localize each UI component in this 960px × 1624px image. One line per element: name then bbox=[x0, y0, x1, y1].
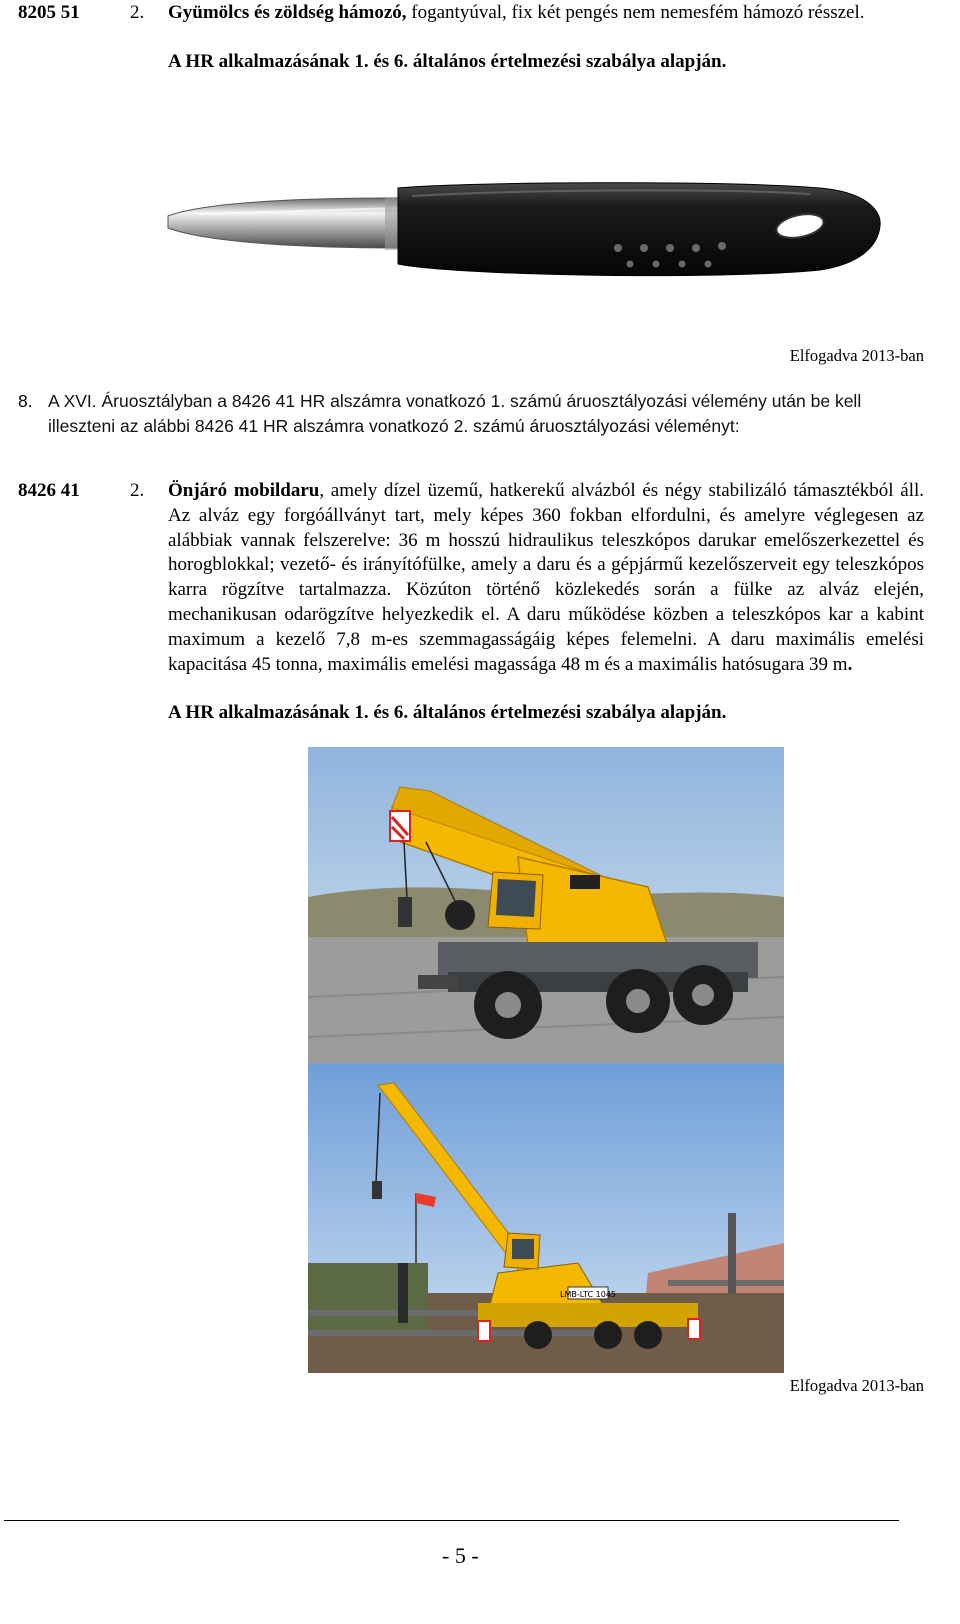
entry2-number: 2. bbox=[130, 480, 145, 501]
entry1-basis: A HR alkalmazásának 1. és 6. általános értelmezési szabálya alapján. bbox=[168, 51, 727, 72]
section8-number: 8. bbox=[18, 391, 33, 411]
entry2-accepted: Elfogadva 2013-ban bbox=[789, 1376, 924, 1395]
section8-text: A XVI. Áruosztályban a 8426 41 HR alszámra vonatkozó 1. számú áruosztályozási vélemény után be kell illeszteni az alábbi 8426 41 HR alszámra vonatkozó 2. számú áruosztályozási véleményt: bbox=[48, 391, 862, 436]
entry1-title-rest: fogantyúval, fix két pengés nem nemesfém hámozó résszel. bbox=[406, 2, 865, 23]
crane-plate: LMB-LTC 1045 bbox=[560, 1290, 616, 1299]
entry1-code: 8205 51 bbox=[18, 2, 80, 23]
entry2-title: Önjáró mobildaru bbox=[168, 480, 320, 501]
entry1-description bbox=[168, 1, 924, 26]
crane-photo-front bbox=[308, 747, 784, 1063]
page-number: - 5 - bbox=[442, 1543, 479, 1568]
entry1-accepted: Elfogadva 2013-ban bbox=[789, 346, 924, 365]
entry2-period: . bbox=[847, 653, 853, 675]
entry2-basis: A HR alkalmazásának 1. és 6. általános értelmezési szabálya alapján. bbox=[168, 702, 727, 723]
entry1-title: Gyümölcs és zöldség hámozó, bbox=[168, 2, 407, 23]
peeler-image bbox=[160, 168, 890, 298]
entry2-code: 8426 41 bbox=[18, 480, 80, 501]
entry1-number: 2. bbox=[130, 2, 145, 23]
footer-divider bbox=[4, 1520, 899, 1521]
entry2-body: , amely dízel üzemű, hatkerekű alvázból és négy stabilizáló támasztékból áll. Az alváz egy forgóállványt tart, mely képes 360 fokban elfordulni, és amelyre véglegesen az alábbiak vannak felszerelve: 36 m hosszú hidraulikus teleszkópos darukar emelőszerkezettel és horogblokkal; vezető- és irányítófülke, amely a daru és a gépjármű kezelőszerveit egy teleszkópos karra rögzítve tartalmazza. Közúton történő közlekedés során a fülke az alváz elején, mechanikusan odarögzítve helyezkedik el. A daru működése közben a teleszkópos kar a kabint maximum a kezelő 7,8 m-es szemmagasságáig képes felemelni. A daru maximális emelési kapacitása 45 tonna, maximális emelési magassága 48 m és a maximális hatósugara 39 m bbox=[168, 480, 925, 675]
entry2-description bbox=[168, 479, 924, 677]
crane-photo-extended bbox=[308, 1063, 784, 1373]
